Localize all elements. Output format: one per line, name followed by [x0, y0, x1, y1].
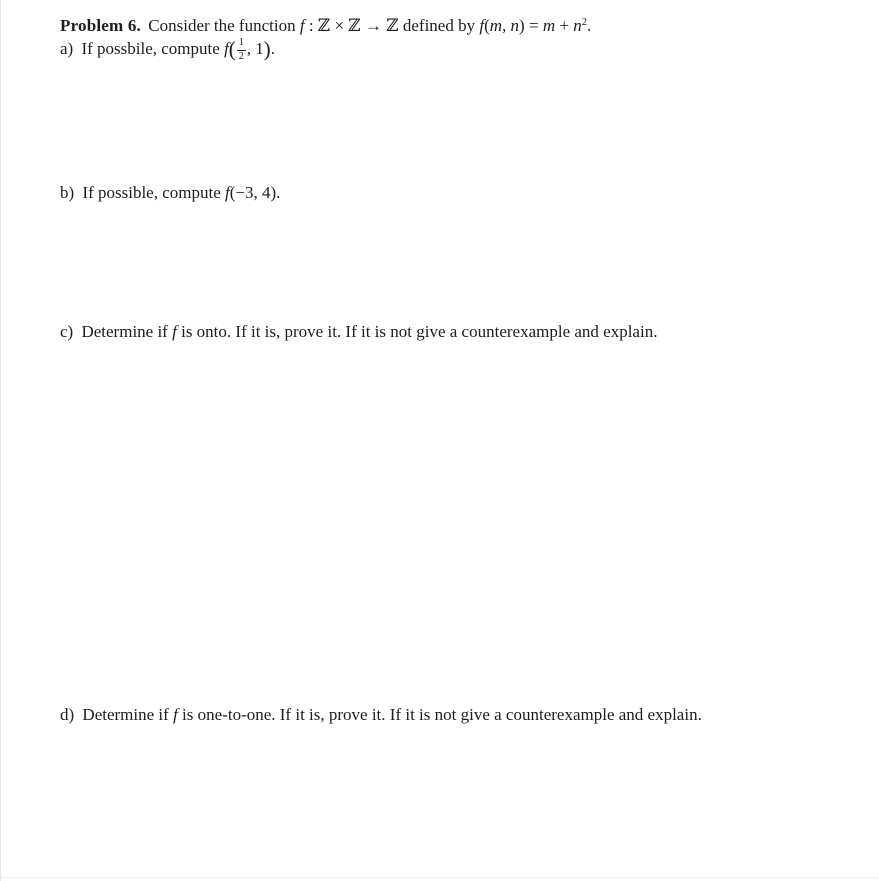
part-c-line: [60, 320, 849, 343]
part-a-period: .: [270, 39, 275, 58]
formula-close-paren: ): [519, 16, 525, 35]
part-d-text-before: Determine if: [82, 705, 169, 724]
part-d-label: d): [60, 705, 75, 724]
part-d-func: f: [173, 705, 178, 724]
part-b-label: b): [60, 183, 75, 202]
part-a-second-arg: , 1: [246, 39, 264, 58]
math-function-name: f: [299, 16, 305, 35]
part-a-close-paren: ): [263, 38, 271, 61]
problem-defined-by-text: defined by: [402, 16, 476, 35]
part-c-text-before: Determine if: [81, 322, 168, 341]
formula-exponent: 2: [581, 17, 587, 29]
part-c-text-after: is onto. If it is, prove it. If it is not give a counterexample and explain.: [181, 322, 658, 341]
fraction-denominator: 2: [238, 50, 244, 62]
part-c-func: f: [172, 322, 177, 341]
part-d-line: [60, 703, 849, 726]
part-b-text: If possible, compute: [82, 183, 221, 202]
formula-period: .: [586, 16, 592, 35]
part-a-text: If possbile, compute: [81, 39, 220, 58]
problem-intro-text: Consider the function: [148, 16, 296, 35]
part-a-math: [224, 36, 275, 62]
formula-args: m, n: [489, 16, 520, 35]
part-c-label: c): [60, 322, 74, 341]
part-a-label: a): [60, 39, 74, 58]
math-formula: [479, 16, 591, 35]
formula-equals: =: [528, 16, 539, 35]
formula-open-paren: (: [484, 16, 490, 35]
page-bottom-edge: [1, 877, 879, 878]
math-signature: ℤ × ℤ → ℤ: [317, 16, 399, 35]
part-d-text-after: is one-to-one. If it is, prove it. If it is not give a counterexample and explain.: [182, 705, 702, 724]
part-a-func: f: [224, 39, 229, 58]
problem-heading: Problem 6.: [60, 16, 142, 35]
formula-term-m: m: [542, 16, 556, 35]
formula-term-n: n: [573, 16, 582, 35]
problem-statement: [60, 14, 849, 37]
fraction-one-half: [237, 38, 246, 62]
part-b-period: .: [276, 183, 281, 202]
part-a-line: [60, 37, 849, 62]
formula-f: f: [479, 16, 485, 35]
formula-plus: +: [559, 16, 569, 35]
part-b-args: (−3, 4): [229, 183, 277, 202]
part-b-func: f: [225, 183, 230, 202]
part-a-open-paren: (: [228, 38, 236, 61]
math-colon: :: [308, 16, 314, 35]
fraction-numerator: 1: [237, 38, 246, 51]
part-b-line: [60, 181, 849, 204]
part-b-math: [225, 183, 280, 202]
